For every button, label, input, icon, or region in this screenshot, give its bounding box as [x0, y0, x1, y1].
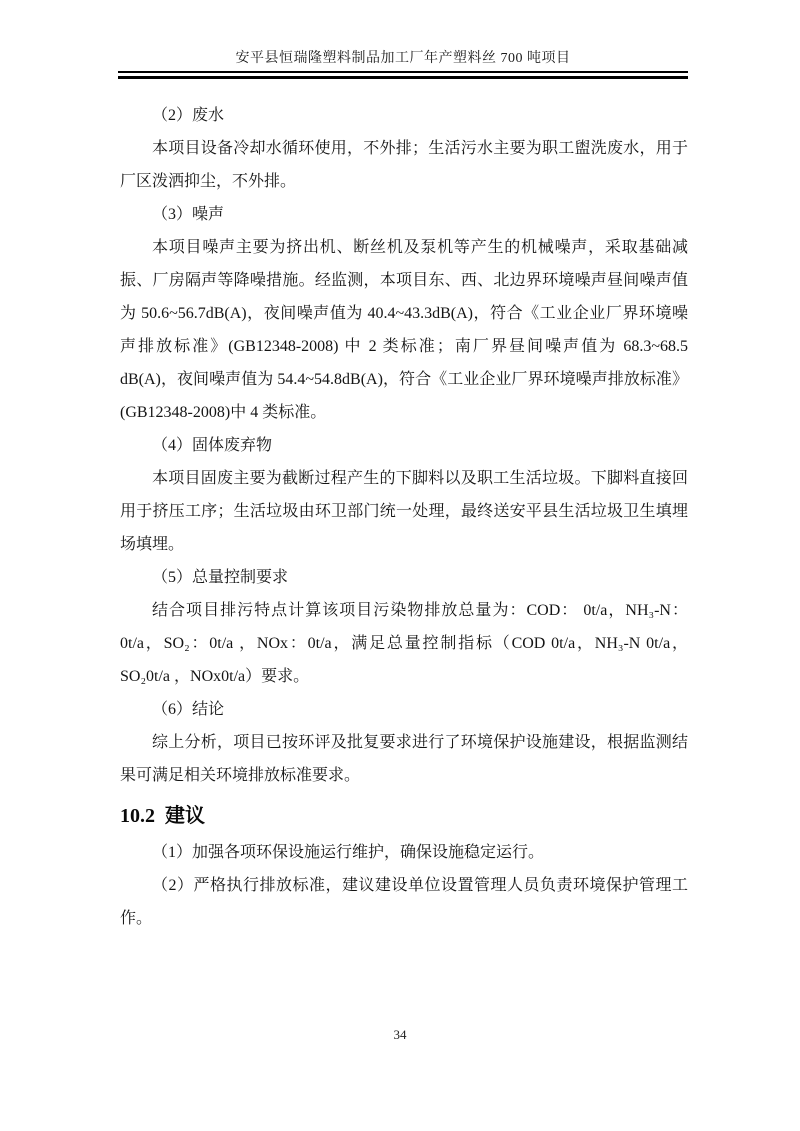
page-header-title: 安平县恒瑞隆塑料制品加工厂年产塑料丝 700 吨项目 [235, 51, 571, 66]
section-title: 建议 [165, 805, 205, 827]
subheading-wastewater: （2）废水 [152, 107, 225, 124]
subheading-total-control: （5）总量控制要求 [152, 569, 289, 586]
suggestion-item-1: （1）加强各项环保设施运行维护，确保设施稳定运行。 [152, 844, 545, 861]
section-number: 10.2 [120, 805, 155, 827]
page-number: 34 [393, 1027, 407, 1042]
subheading-conclusion: （6）结论 [152, 701, 225, 718]
section-heading-10-2 [120, 799, 688, 833]
paragraph-noise: 本项目噪声主要为挤出机、断丝机及泵机等产生的机械噪声，采取基础减振、厂房隔声等降噪措施。经监测，本项目东、西、北边界环境噪声昼间噪声值为 50.6~56.7dB(A)，夜间噪声值为 40.4~43.3dB(A)，符合《工业企业厂界环境噪声排放标准》(GB12348-2008) 中 2 类标准；南厂界昼间噪声值为 68.3~68.5 dB(A)，夜间噪声值为 54.4~54.8dB(A)，符合《工业企业厂界环境噪声排放标准》(GB12348-2008)中 4 类标准。 [120, 239, 688, 421]
paragraph-conclusion: 综上分析，项目已按环评及批复要求进行了环境保护设施建设，根据监测结果可满足相关环境排放标准要求。 [120, 734, 688, 784]
suggestion-item-2: （2）严格执行排放标准，建议建设单位设置管理人员负责环境保护管理工作。 [120, 877, 688, 927]
subheading-solid-waste: （4）固体废弃物 [152, 437, 273, 454]
document-body [120, 99, 688, 935]
paragraph-solid-waste: 本项目固废主要为截断过程产生的下脚料以及职工生活垃圾。下脚料直接回用于挤压工序；生活垃圾由环卫部门统一处理，最终送安平县生活垃圾卫生填埋场填埋。 [120, 470, 688, 553]
header-double-rule [118, 71, 688, 79]
paragraph-wastewater: 本项目设备冷却水循环使用，不外排；生活污水主要为职工盥洗废水，用于厂区泼洒抑尘，不外排。 [120, 140, 688, 190]
subheading-noise: （3）噪声 [152, 206, 225, 223]
paragraph-total-control: 结合项目排污特点计算该项目污染物排放总量为：COD： 0t/a，NH₃-N：0t/a，SO₂：0t/a ，NOx：0t/a，满足总量控制指标（COD 0t/a，NH₃-N 0t/a，SO₂0t/a ，NOx0t/a）要求。 [120, 602, 688, 685]
